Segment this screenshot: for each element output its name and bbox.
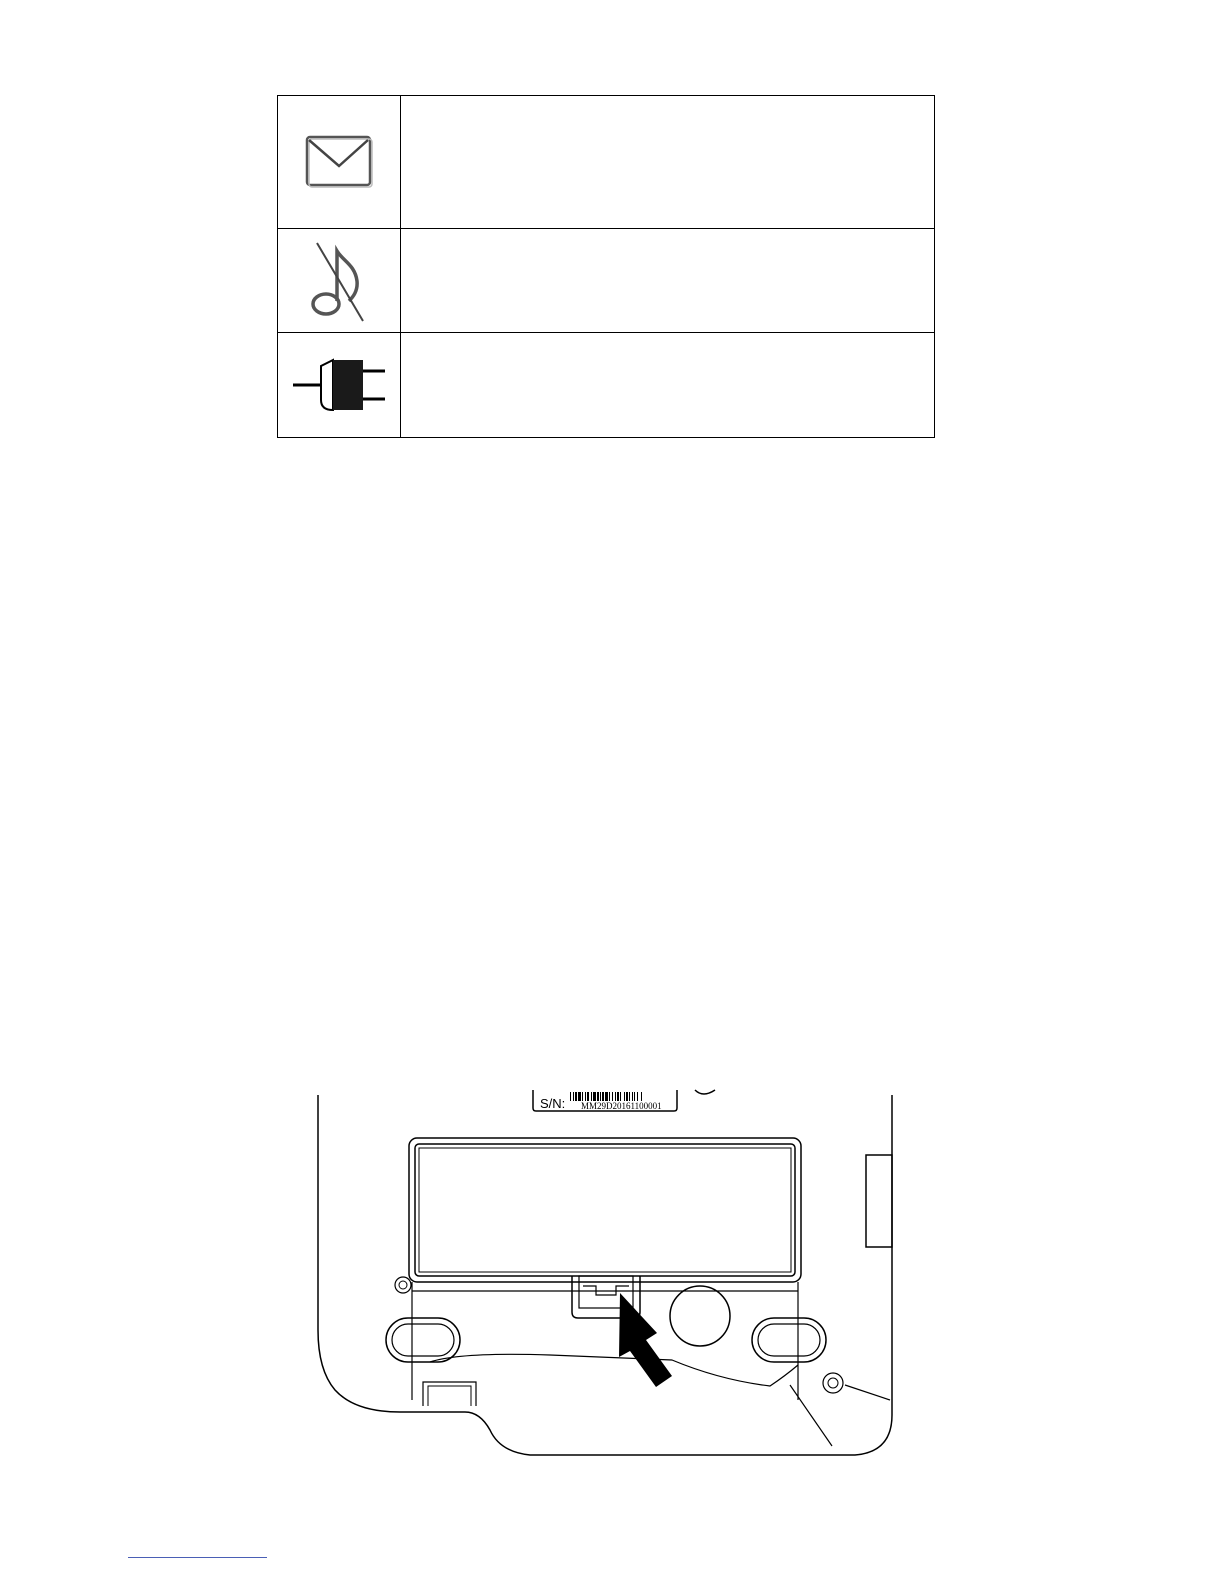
serial-number: MM29D20161100001 xyxy=(581,1101,662,1111)
table-row xyxy=(278,96,935,229)
icon-cell xyxy=(278,96,401,229)
serial-prefix: S/N: xyxy=(540,1096,566,1111)
serial-label xyxy=(533,1090,677,1111)
envelope-icon xyxy=(304,134,374,190)
icon-description xyxy=(401,96,935,229)
muted-note-icon xyxy=(307,239,371,323)
icon-cell xyxy=(278,228,401,333)
serial-barcode xyxy=(570,1092,642,1101)
icon-description xyxy=(401,228,935,333)
power-plug-icon xyxy=(287,352,391,418)
table-row xyxy=(278,228,935,333)
icon-cell xyxy=(278,333,401,438)
table-row xyxy=(278,333,935,438)
icon-description xyxy=(401,333,935,438)
pointer-arrow-icon xyxy=(619,1293,672,1387)
battery-cover xyxy=(409,1138,801,1400)
battery-compartment-drawing xyxy=(300,1080,900,1460)
footer-rule xyxy=(128,1557,267,1558)
icon-legend-table xyxy=(277,95,935,438)
